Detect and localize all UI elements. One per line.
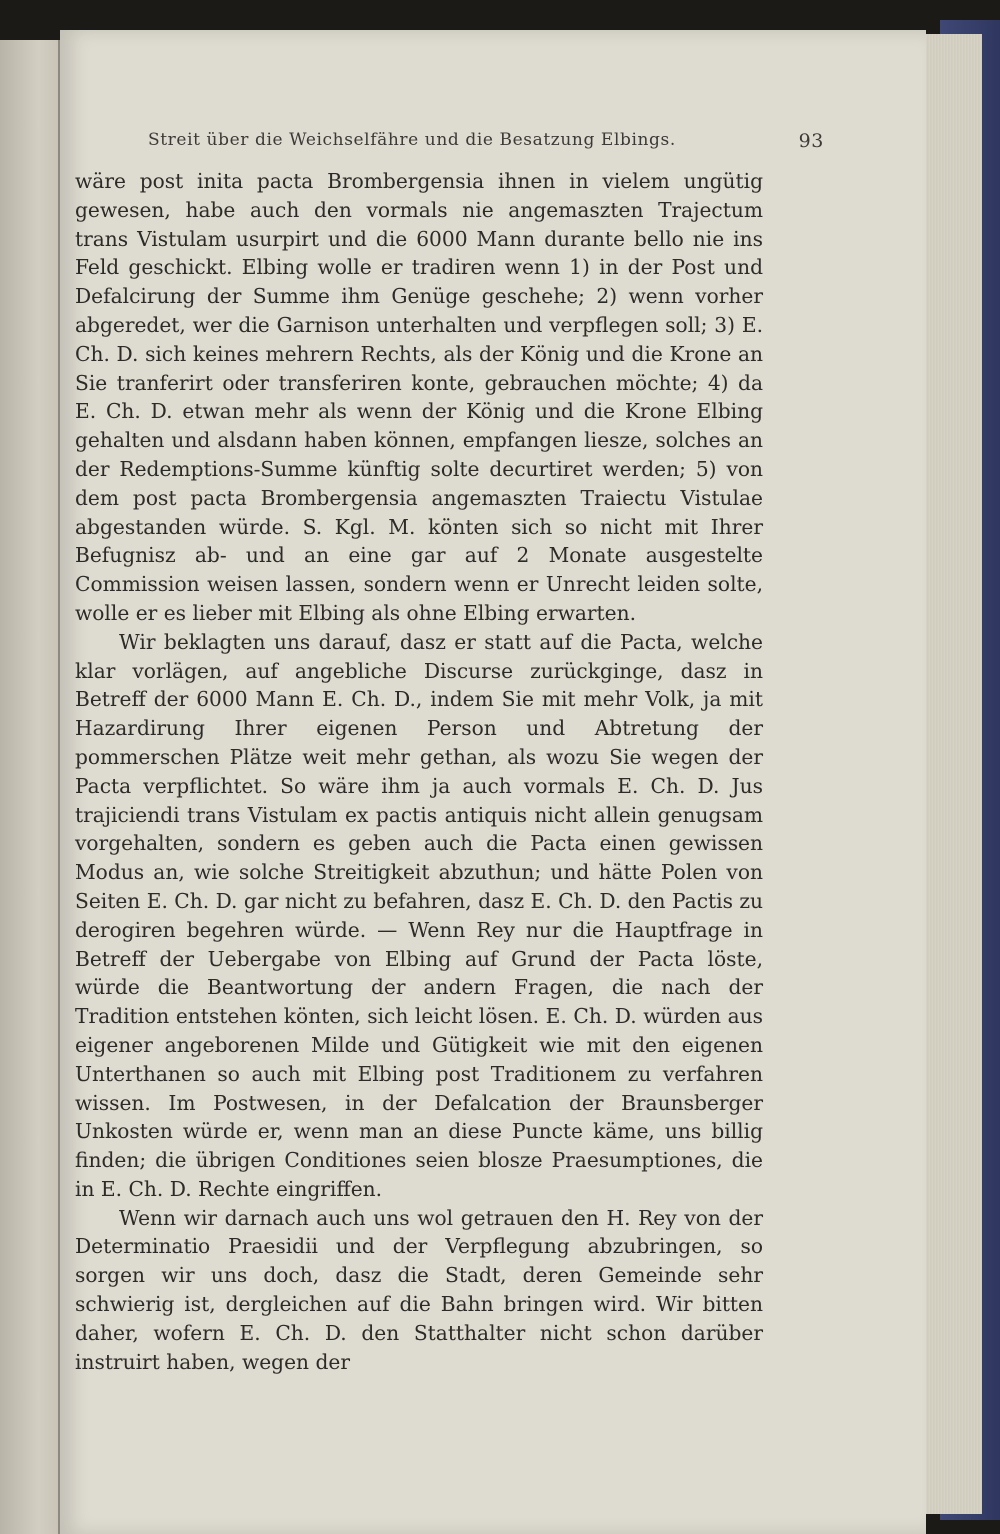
body-text [75, 167, 763, 1376]
paragraph-3 [75, 1204, 763, 1377]
page-number: 93 [798, 130, 824, 152]
facing-page-edge [0, 40, 64, 1534]
paragraph-3-text: Wenn wir darnach auch uns wol getrauen den H. Rey von der Determinatio Praesidii und der Verpflegung abzubringen, so sorgen wir uns doch, dasz die Stadt, deren Gemeinde sehr schwierig ist, dergleichen auf die Bahn bringen wird. Wir bitten daher, wofern E. Ch. D. den Statthalter nicht schon darüber instruirt haben, wegen der [75, 1205, 763, 1374]
paragraph-2 [75, 628, 763, 1204]
paragraph-1: wäre post inita pacta Brombergensia ihnen in vielem ungütig gewesen, habe auch den vormals nie angemaszten Trajectum trans Vistulam usurpirt und die 6000 Mann durante bello nie ins Feld geschickt. Elbing wolle er tradiren wenn 1) in der Post und Defalcirung der Summe ihm Genüge geschehe; 2) wenn vorher abgeredet, wer die Garnison unterhalten und verpflegen soll; 3) E. Ch. D. sich keines mehrern Rechts, als der König und die Krone an Sie tranferirt oder transferiren konte, gebrauchen möchte; 4) da E. Ch. D. etwan mehr als wenn der König und die Krone Elbing gehalten und alsdann haben können, empfangen liesze, solches an der Redemptions-Summe künftig solte decurtiret werden; 5) von dem post pacta Brombergensia angemaszten Traiectu Vistulae abgestanden würde. S. Kgl. M. könten sich so nicht mit Ihrer Befugnisz ab- und an eine gar auf 2 Monate ausgestelte Commission weisen lassen, sondern wenn er Unrecht leiden solte, wolle er es lieber mit Elbing als ohne Elbing erwarten. [75, 169, 763, 625]
running-head-title: Streit über die Weichselfähre und die Besatzung Elbings. [148, 130, 676, 150]
book-page [60, 30, 926, 1534]
running-head [148, 130, 824, 154]
paragraph-2-text: Wir beklagten uns darauf, dasz er statt auf die Pacta, welche klar vorlägen, auf angebliche Discurse zurückginge, dasz in Betreff der 6000 Mann E. Ch. D., indem Sie mit mehr Volk, ja mit Hazardirung Ihrer eigenen Person und Abtretung der pommerschen Plätze weit mehr gethan, als wozu Sie wegen der Pacta verpflichtet. So wäre ihm ja auch vormals E. Ch. D. Jus trajiciendi trans Vistulam ex pactis antiquis nicht allein genugsam vorgehalten, sondern es geben auch die Pacta einen gewissen Modus an, wie solche Streitigkeit abzuthun; und hätte Polen von Seiten E. Ch. D. gar nicht zu befahren, dasz E. Ch. D. den Pactis zu derogiren begehren würde. — Wenn Rey nur die Hauptfrage in Betreff der Uebergabe von Elbing auf Grund der Pacta löste, würde die Beantwortung der andern Fragen, die nach der Tradition entstehen könten, sich leicht lösen. E. Ch. D. würden aus eigener angeborenen Milde und Gütigkeit wie mit den eigenen Unterthanen so auch mit Elbing post Traditionem zu verfahren wissen. Im Postwesen, in der Defalcation der Braunsberger Unkosten würde er, wenn man an diese Puncte käme, uns billig finden; die übrigen Conditiones seien blosze Praesumptiones, die in E. Ch. D. Rechte eingriffen. [75, 629, 763, 1201]
page-stack-edge [921, 34, 982, 1514]
